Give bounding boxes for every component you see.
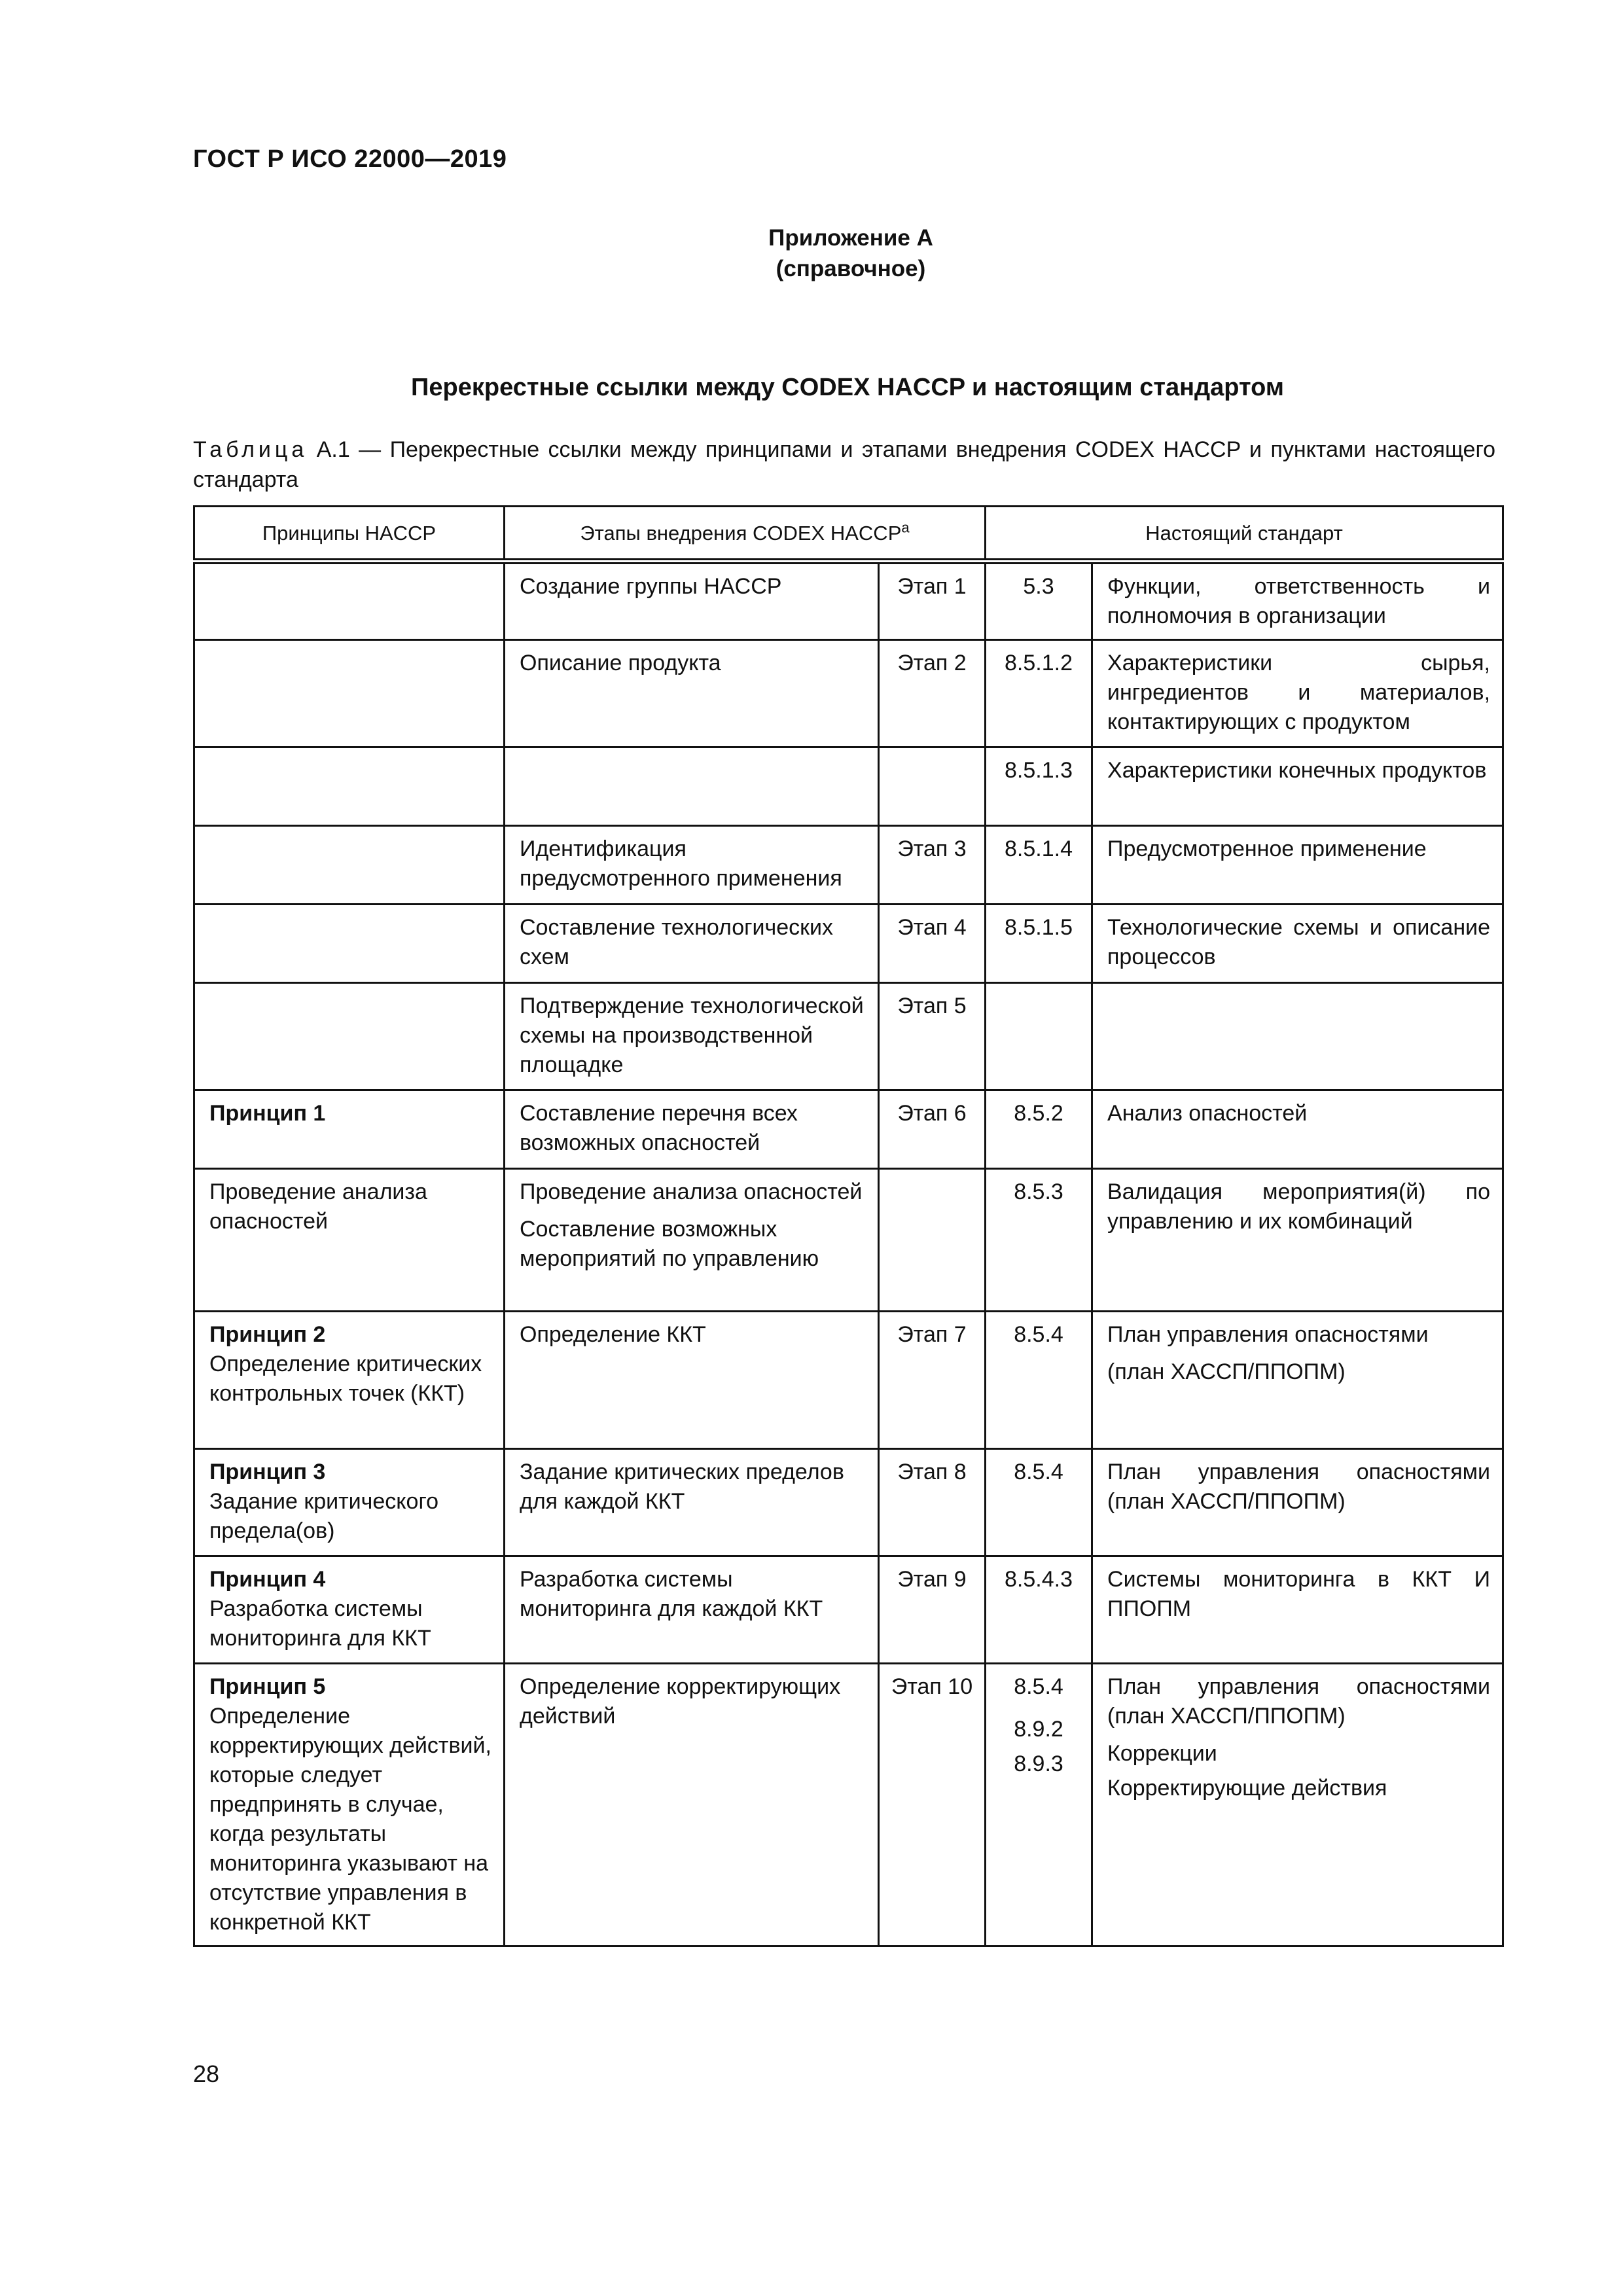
- clause-name: Анализ опасностей: [1107, 1101, 1308, 1126]
- header-standard: Настоящий стандарт: [986, 507, 1503, 562]
- clause-number: 8.5.3: [1014, 1179, 1063, 1204]
- clause-name-cell: [1092, 1449, 1503, 1556]
- step-cell: [505, 1090, 879, 1169]
- caption-text: — Перекрестные ссылки между принципами и этапами внедрения CODEX HACCP и пунктами настоящего стандарта: [193, 437, 1496, 492]
- clause-name-cell: [1092, 983, 1503, 1090]
- step-cell: [505, 1312, 879, 1449]
- step-cell: [505, 905, 879, 983]
- principle-title: Принцип 2: [209, 1322, 326, 1347]
- clause-number: 5.3: [1023, 574, 1054, 599]
- principle-cell: [194, 1664, 505, 1946]
- principle-title: Принцип 1: [209, 1101, 326, 1126]
- step-cell: [505, 562, 879, 640]
- clause-name-3: Корректирующие действия: [1107, 1776, 1387, 1801]
- clause-cell: [986, 1449, 1092, 1556]
- header-stages: [505, 507, 986, 562]
- table-row: [194, 1664, 1503, 1946]
- clause-cell: [986, 1664, 1092, 1946]
- table-row: [194, 983, 1503, 1090]
- clause-name: План управления опасностями (план ХАССП/ППОПМ): [1107, 1460, 1491, 1514]
- clause-number: 8.5.4: [1014, 1674, 1063, 1699]
- principle-cell: [194, 1556, 505, 1664]
- table-caption: [193, 435, 1495, 495]
- principle-cell: [194, 562, 505, 640]
- table-row: [194, 1312, 1503, 1449]
- principle-cell: [194, 905, 505, 983]
- caption-label: Таблица: [193, 437, 308, 462]
- principle-cell: [194, 1090, 505, 1169]
- stage-cell: Этап 5: [879, 983, 986, 1090]
- clause-name-2: Коррекции: [1107, 1741, 1217, 1766]
- stage-cell: [879, 747, 986, 826]
- table-row: [194, 826, 1503, 905]
- stage-cell: Этап 2: [879, 640, 986, 747]
- step-text-extra: Составление возможных мероприятий по управлению: [520, 1217, 819, 1271]
- clause-cell: [986, 826, 1092, 905]
- step-cell: [505, 640, 879, 747]
- header-principles: Принципы HACCP: [194, 507, 505, 562]
- clause-name-cell: [1092, 747, 1503, 826]
- principle-title: Принцип 5: [209, 1674, 326, 1699]
- stage-cell: Этап 6: [879, 1090, 986, 1169]
- principle-text: Проведение анализа опасностей: [209, 1179, 427, 1234]
- principle-text: Разработка системы мониторинга для ККТ: [209, 1596, 431, 1651]
- principle-title: Принцип 4: [209, 1567, 326, 1592]
- clause-name: Системы мониторинга в ККТ И ППОПМ: [1107, 1567, 1491, 1621]
- table-row: [194, 747, 1503, 826]
- clause-name: Функции, ответственность и полномочия в организации: [1107, 574, 1491, 628]
- table-row: [194, 562, 1503, 640]
- clause-name-cell: [1092, 1090, 1503, 1169]
- step-text: Проведение анализа опасностей: [520, 1179, 863, 1204]
- clause-name-cell: [1092, 1664, 1503, 1946]
- table-row: [194, 905, 1503, 983]
- clause-name: План управления опасностями (план ХАССП/ППОПМ): [1107, 1674, 1491, 1729]
- step-text: Составление технологических схем: [520, 915, 834, 969]
- step-cell: [505, 1556, 879, 1664]
- clause-number-3: 8.9.3: [1014, 1751, 1063, 1776]
- clause-name-cell: [1092, 562, 1503, 640]
- clause-name: Валидация мероприятия(й) по управлению и их комбинаций: [1107, 1179, 1491, 1234]
- principle-text: Определение корректирующих действий, которые следует предпринять в случае, когда результаты мониторинга указывают на отсутствие управления в конкретной ККТ: [209, 1704, 491, 1935]
- clause-number: 8.5.4.3: [1005, 1567, 1073, 1592]
- clause-number: 8.5.1.2: [1005, 651, 1073, 675]
- footnote-marker: a: [901, 519, 910, 536]
- step-text: Составление перечня всех возможных опасностей: [520, 1101, 798, 1155]
- page-number: 28: [193, 2060, 220, 2087]
- step-cell: [505, 1449, 879, 1556]
- clause-cell: [986, 1556, 1092, 1664]
- stage-cell: Этап 4: [879, 905, 986, 983]
- step-cell: [505, 1169, 879, 1312]
- clause-name-cell: [1092, 826, 1503, 905]
- step-text: Определение ККТ: [520, 1322, 706, 1347]
- cross-reference-table: [193, 505, 1504, 1947]
- clause-name-cell: [1092, 1169, 1503, 1312]
- principle-cell: [194, 1169, 505, 1312]
- principle-cell: [194, 640, 505, 747]
- table-row: [194, 1169, 1503, 1312]
- clause-number: 8.5.1.4: [1005, 836, 1073, 861]
- step-text: Описание продукта: [520, 651, 721, 675]
- clause-name-2: (план ХАССП/ППОПМ): [1107, 1359, 1346, 1384]
- stage-cell: Этап 3: [879, 826, 986, 905]
- principle-text: Определение критических контрольных точек (ККТ): [209, 1352, 482, 1406]
- step-text: Идентификация предусмотренного применения: [520, 836, 842, 891]
- clause-number: 8.5.4: [1014, 1460, 1063, 1484]
- step-text: Подтверждение технологической схемы на производственной площадке: [520, 994, 864, 1077]
- step-text: Задание критических пределов для каждой ККТ: [520, 1460, 844, 1514]
- table-row: [194, 1556, 1503, 1664]
- step-text: Определение корректирующих действий: [520, 1674, 841, 1729]
- principle-cell: [194, 826, 505, 905]
- clause-number-2: 8.9.2: [1014, 1717, 1063, 1742]
- clause-number: 8.5.2: [1014, 1101, 1063, 1126]
- clause-name: Предусмотренное применение: [1107, 836, 1427, 861]
- clause-cell: [986, 747, 1092, 826]
- step-text: Разработка системы мониторинга для каждой ККТ: [520, 1567, 823, 1621]
- stage-cell: [879, 1169, 986, 1312]
- stage-cell: Этап 1: [879, 562, 986, 640]
- clause-number: 8.5.1.5: [1005, 915, 1073, 940]
- principle-title: Принцип 3: [209, 1460, 326, 1484]
- principle-cell: [194, 747, 505, 826]
- table-row: [194, 1449, 1503, 1556]
- table-row: [194, 1090, 1503, 1169]
- clause-cell: [986, 905, 1092, 983]
- clause-name: Технологические схемы и описание процессов: [1107, 915, 1491, 969]
- appendix-type: (справочное): [776, 256, 926, 281]
- principle-cell: [194, 1312, 505, 1449]
- clause-cell: [986, 1090, 1092, 1169]
- clause-name: Характеристики сырья, ингредиентов и материалов, контактирующих с продуктом: [1107, 651, 1491, 734]
- clause-number: 8.5.1.3: [1005, 758, 1073, 783]
- document-id: ГОСТ Р ИСО 22000—2019: [193, 145, 507, 173]
- appendix-heading: [0, 223, 1623, 284]
- clause-name: План управления опасностями: [1107, 1322, 1429, 1347]
- principle-text: Задание критического предела(ов): [209, 1489, 439, 1543]
- clause-cell: [986, 1312, 1092, 1449]
- step-cell: [505, 826, 879, 905]
- step-cell: [505, 983, 879, 1090]
- clause-name: Характеристики конечных продуктов: [1107, 758, 1487, 783]
- principle-cell: [194, 983, 505, 1090]
- clause-name-cell: [1092, 640, 1503, 747]
- clause-name-cell: [1092, 905, 1503, 983]
- clause-cell: [986, 983, 1092, 1090]
- clause-name-cell: [1092, 1312, 1503, 1449]
- header-stages-label: Этапы внедрения CODEX HACCP: [580, 521, 902, 545]
- clause-cell: [986, 640, 1092, 747]
- clause-name-cell: [1092, 1556, 1503, 1664]
- stage-cell: Этап 7: [879, 1312, 986, 1449]
- step-text: Создание группы HACCP: [520, 574, 782, 599]
- step-cell: [505, 747, 879, 826]
- clause-number: 8.5.4: [1014, 1322, 1063, 1347]
- stage-cell: Этап 9: [879, 1556, 986, 1664]
- clause-cell: [986, 562, 1092, 640]
- step-cell: [505, 1664, 879, 1946]
- caption-number: А.1: [316, 437, 350, 462]
- stage-cell: Этап 10: [879, 1664, 986, 1946]
- table-row: [194, 640, 1503, 747]
- appendix-title: Приложение А: [768, 225, 933, 251]
- stage-cell: Этап 8: [879, 1449, 986, 1556]
- section-heading: Перекрестные ссылки между CODEX HACCP и настоящим стандартом: [411, 374, 1284, 401]
- table-header-row: [194, 507, 1503, 562]
- clause-cell: [986, 1169, 1092, 1312]
- principle-cell: [194, 1449, 505, 1556]
